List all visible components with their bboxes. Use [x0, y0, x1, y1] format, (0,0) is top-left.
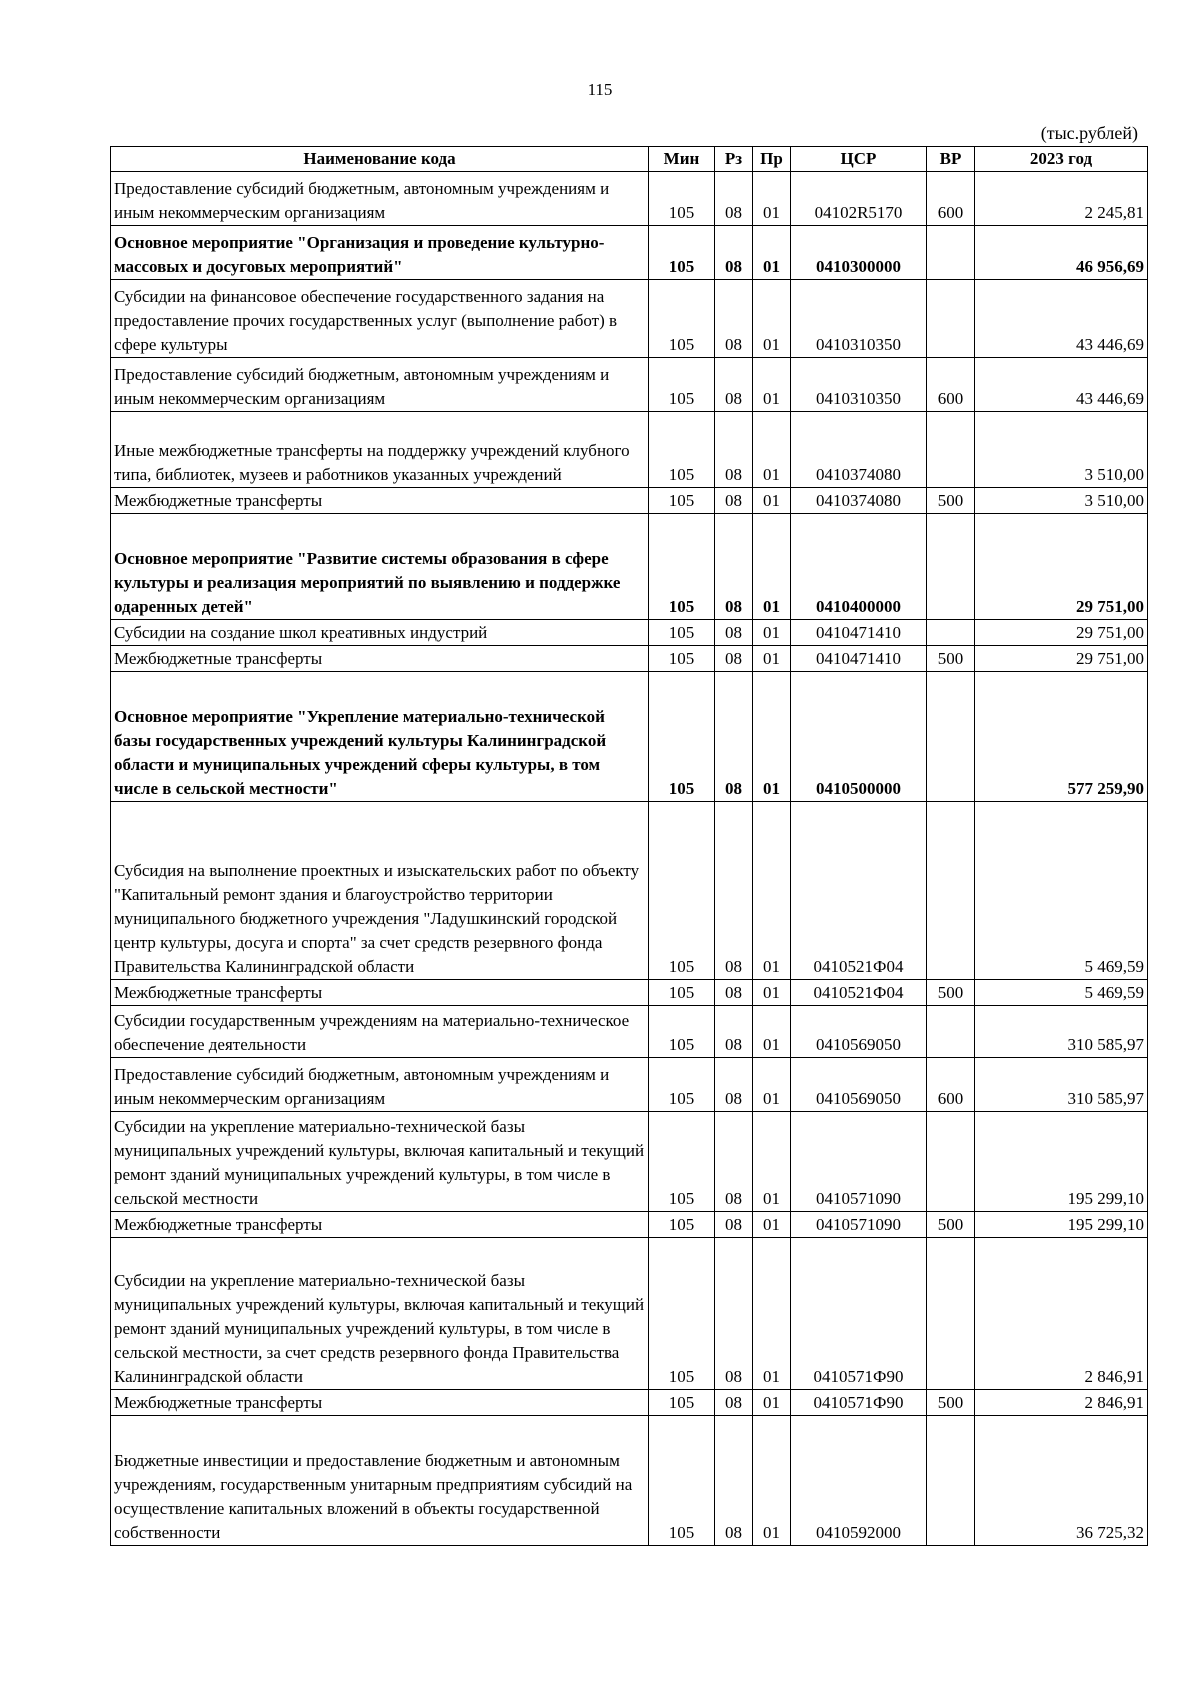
- budget-table: [110, 146, 1148, 1546]
- row-amount: 29 751,00: [975, 646, 1148, 672]
- row-pr: 01: [753, 1238, 791, 1390]
- col-header-rz: Рз: [715, 147, 753, 172]
- row-min: 105: [649, 980, 715, 1006]
- row-vr: [927, 1112, 975, 1212]
- row-csr: 0410571Ф90: [791, 1390, 927, 1416]
- row-vr: [927, 802, 975, 980]
- header-row: [111, 147, 1148, 172]
- row-min: 105: [649, 226, 715, 280]
- row-csr: 0410300000: [791, 226, 927, 280]
- table-row: [111, 1416, 1148, 1546]
- row-vr: 500: [927, 488, 975, 514]
- row-rz: 08: [715, 226, 753, 280]
- row-amount: 5 469,59: [975, 980, 1148, 1006]
- row-pr: 01: [753, 280, 791, 358]
- row-rz: 08: [715, 1212, 753, 1238]
- table-row: [111, 802, 1148, 980]
- row-csr: 0410400000: [791, 514, 927, 620]
- row-rz: 08: [715, 1006, 753, 1058]
- row-csr: 0410569050: [791, 1058, 927, 1112]
- row-rz: 08: [715, 514, 753, 620]
- row-csr: 0410521Ф04: [791, 802, 927, 980]
- row-amount: 36 725,32: [975, 1416, 1148, 1546]
- row-csr: 0410310350: [791, 280, 927, 358]
- row-vr: 500: [927, 1212, 975, 1238]
- row-min: 105: [649, 412, 715, 488]
- col-header-name: Наименование кода: [111, 147, 649, 172]
- row-csr: 0410521Ф04: [791, 980, 927, 1006]
- row-pr: 01: [753, 1416, 791, 1546]
- row-min: 105: [649, 1238, 715, 1390]
- row-min: 105: [649, 488, 715, 514]
- row-vr: [927, 412, 975, 488]
- table-row: [111, 514, 1148, 620]
- row-vr: [927, 226, 975, 280]
- row-csr: 0410310350: [791, 358, 927, 412]
- row-pr: 01: [753, 980, 791, 1006]
- row-rz: 08: [715, 1416, 753, 1546]
- row-pr: 01: [753, 1390, 791, 1416]
- row-vr: 600: [927, 172, 975, 226]
- table-row: [111, 358, 1148, 412]
- table-row: [111, 620, 1148, 646]
- row-name: Основное мероприятие "Укрепление материально-технической базы государственных учреждений культуры Калининградской области и муниципальных учреждений сферы культуры, в том числе в сельской местности": [111, 672, 649, 802]
- row-min: 105: [649, 1058, 715, 1112]
- row-rz: 08: [715, 620, 753, 646]
- table-row: [111, 1058, 1148, 1112]
- row-name: Межбюджетные трансферты: [111, 1212, 649, 1238]
- row-amount: 310 585,97: [975, 1058, 1148, 1112]
- row-amount: 43 446,69: [975, 280, 1148, 358]
- row-vr: [927, 1006, 975, 1058]
- table-row: [111, 1006, 1148, 1058]
- row-amount: 46 956,69: [975, 226, 1148, 280]
- row-name: Иные межбюджетные трансферты на поддержку учреждений клубного типа, библиотек, музеев и работников указанных учреждений: [111, 412, 649, 488]
- row-min: 105: [649, 802, 715, 980]
- row-pr: 01: [753, 1212, 791, 1238]
- row-csr: 0410500000: [791, 672, 927, 802]
- row-min: 105: [649, 1416, 715, 1546]
- row-csr: 0410374080: [791, 488, 927, 514]
- row-rz: 08: [715, 280, 753, 358]
- row-name: Межбюджетные трансферты: [111, 980, 649, 1006]
- row-min: 105: [649, 280, 715, 358]
- row-min: 105: [649, 358, 715, 412]
- row-name: Субсидия на выполнение проектных и изыскательских работ по объекту "Капитальный ремонт здания и благоустройство территории муниципального бюджетного учреждения "Ладушкинский городской центр культуры, досуга и спорта" за счет средств резервного фонда Правительства Калининградской области: [111, 802, 649, 980]
- row-rz: 08: [715, 646, 753, 672]
- table-row: [111, 980, 1148, 1006]
- row-pr: 01: [753, 488, 791, 514]
- row-csr: 0410471410: [791, 646, 927, 672]
- row-vr: [927, 672, 975, 802]
- row-rz: 08: [715, 358, 753, 412]
- col-header-pr: Пр: [753, 147, 791, 172]
- row-amount: 2 846,91: [975, 1390, 1148, 1416]
- row-rz: 08: [715, 1238, 753, 1390]
- row-vr: [927, 1238, 975, 1390]
- row-amount: 310 585,97: [975, 1006, 1148, 1058]
- row-csr: 0410374080: [791, 412, 927, 488]
- row-amount: 2 846,91: [975, 1238, 1148, 1390]
- row-pr: 01: [753, 1058, 791, 1112]
- row-name: Субсидии на укрепление материально-технической базы муниципальных учреждений культуры, включая капитальный и текущий ремонт зданий муниципальных учреждений культуры, в том числе в сельской местности: [111, 1112, 649, 1212]
- row-vr: [927, 280, 975, 358]
- row-name: Субсидии на укрепление материально-технической базы муниципальных учреждений культуры, включая капитальный и текущий ремонт зданий муниципальных учреждений культуры, в том числе в сельской местности, за счет средств резервного фонда Правительства Калининградской области: [111, 1238, 649, 1390]
- row-rz: 08: [715, 672, 753, 802]
- row-vr: 500: [927, 980, 975, 1006]
- row-amount: 3 510,00: [975, 412, 1148, 488]
- row-vr: 600: [927, 1058, 975, 1112]
- table-row: [111, 280, 1148, 358]
- row-rz: 08: [715, 802, 753, 980]
- table-row: [111, 172, 1148, 226]
- row-rz: 08: [715, 980, 753, 1006]
- row-name: Субсидии государственным учреждениям на материально-техническое обеспечение деятельности: [111, 1006, 649, 1058]
- col-header-min: Мин: [649, 147, 715, 172]
- row-amount: 195 299,10: [975, 1112, 1148, 1212]
- row-vr: 500: [927, 646, 975, 672]
- table-row: [111, 1390, 1148, 1416]
- table-body: [111, 172, 1148, 1546]
- row-csr: 0410471410: [791, 620, 927, 646]
- table-row: [111, 672, 1148, 802]
- row-amount: 2 245,81: [975, 172, 1148, 226]
- row-amount: 29 751,00: [975, 620, 1148, 646]
- row-name: Основное мероприятие "Организация и проведение культурно-массовых и досуговых мероприятий": [111, 226, 649, 280]
- col-header-csr: ЦСР: [791, 147, 927, 172]
- row-pr: 01: [753, 802, 791, 980]
- row-rz: 08: [715, 172, 753, 226]
- row-amount: 29 751,00: [975, 514, 1148, 620]
- row-name: Основное мероприятие "Развитие системы образования в сфере культуры и реализация мероприятий по выявлению и поддержке одаренных детей": [111, 514, 649, 620]
- row-min: 105: [649, 514, 715, 620]
- row-rz: 08: [715, 488, 753, 514]
- col-header-vr: ВР: [927, 147, 975, 172]
- row-name: Субсидии на создание школ креативных индустрий: [111, 620, 649, 646]
- row-min: 105: [649, 620, 715, 646]
- row-min: 105: [649, 1006, 715, 1058]
- table-row: [111, 1212, 1148, 1238]
- row-pr: 01: [753, 672, 791, 802]
- row-pr: 01: [753, 1006, 791, 1058]
- row-csr: 0410569050: [791, 1006, 927, 1058]
- page-number: 115: [587, 80, 613, 99]
- table-row: [111, 226, 1148, 280]
- row-min: 105: [649, 1390, 715, 1416]
- row-pr: 01: [753, 172, 791, 226]
- row-csr: 04102R5170: [791, 172, 927, 226]
- row-vr: 500: [927, 1390, 975, 1416]
- row-min: 105: [649, 1112, 715, 1212]
- row-rz: 08: [715, 412, 753, 488]
- table-row: [111, 646, 1148, 672]
- row-pr: 01: [753, 1112, 791, 1212]
- row-amount: 43 446,69: [975, 358, 1148, 412]
- table-row: [111, 412, 1148, 488]
- row-name: Межбюджетные трансферты: [111, 646, 649, 672]
- row-vr: 600: [927, 358, 975, 412]
- row-rz: 08: [715, 1390, 753, 1416]
- row-csr: 0410571090: [791, 1212, 927, 1238]
- row-amount: 3 510,00: [975, 488, 1148, 514]
- table-row: [111, 488, 1148, 514]
- table-row: [111, 1238, 1148, 1390]
- row-name: Субсидии на финансовое обеспечение государственного задания на предоставление прочих государственных услуг (выполнение работ) в сфере культуры: [111, 280, 649, 358]
- row-rz: 08: [715, 1112, 753, 1212]
- row-csr: 0410592000: [791, 1416, 927, 1546]
- row-amount: 5 469,59: [975, 802, 1148, 980]
- row-name: Предоставление субсидий бюджетным, автономным учреждениям и иным некоммерческим организациям: [111, 172, 649, 226]
- row-name: Бюджетные инвестиции и предоставление бюджетным и автономным учреждениям, государственным унитарным предприятиям субсидий на осуществление капитальных вложений в объекты государственной собственности: [111, 1416, 649, 1546]
- row-name: Предоставление субсидий бюджетным, автономным учреждениям и иным некоммерческим организациям: [111, 1058, 649, 1112]
- row-min: 105: [649, 1212, 715, 1238]
- row-amount: 195 299,10: [975, 1212, 1148, 1238]
- row-pr: 01: [753, 620, 791, 646]
- col-header-year: 2023 год: [975, 147, 1148, 172]
- row-name: Предоставление субсидий бюджетным, автономным учреждениям и иным некоммерческим организациям: [111, 358, 649, 412]
- row-name: Межбюджетные трансферты: [111, 488, 649, 514]
- row-pr: 01: [753, 514, 791, 620]
- table-row: [111, 1112, 1148, 1212]
- row-csr: 0410571Ф90: [791, 1238, 927, 1390]
- row-pr: 01: [753, 412, 791, 488]
- row-pr: 01: [753, 358, 791, 412]
- row-min: 105: [649, 646, 715, 672]
- row-min: 105: [649, 172, 715, 226]
- row-vr: [927, 514, 975, 620]
- row-csr: 0410571090: [791, 1112, 927, 1212]
- row-name: Межбюджетные трансферты: [111, 1390, 649, 1416]
- units-label: (тыс.рублей): [1040, 123, 1138, 143]
- row-pr: 01: [753, 226, 791, 280]
- row-vr: [927, 1416, 975, 1546]
- row-amount: 577 259,90: [975, 672, 1148, 802]
- row-min: 105: [649, 672, 715, 802]
- row-pr: 01: [753, 646, 791, 672]
- row-vr: [927, 620, 975, 646]
- row-rz: 08: [715, 1058, 753, 1112]
